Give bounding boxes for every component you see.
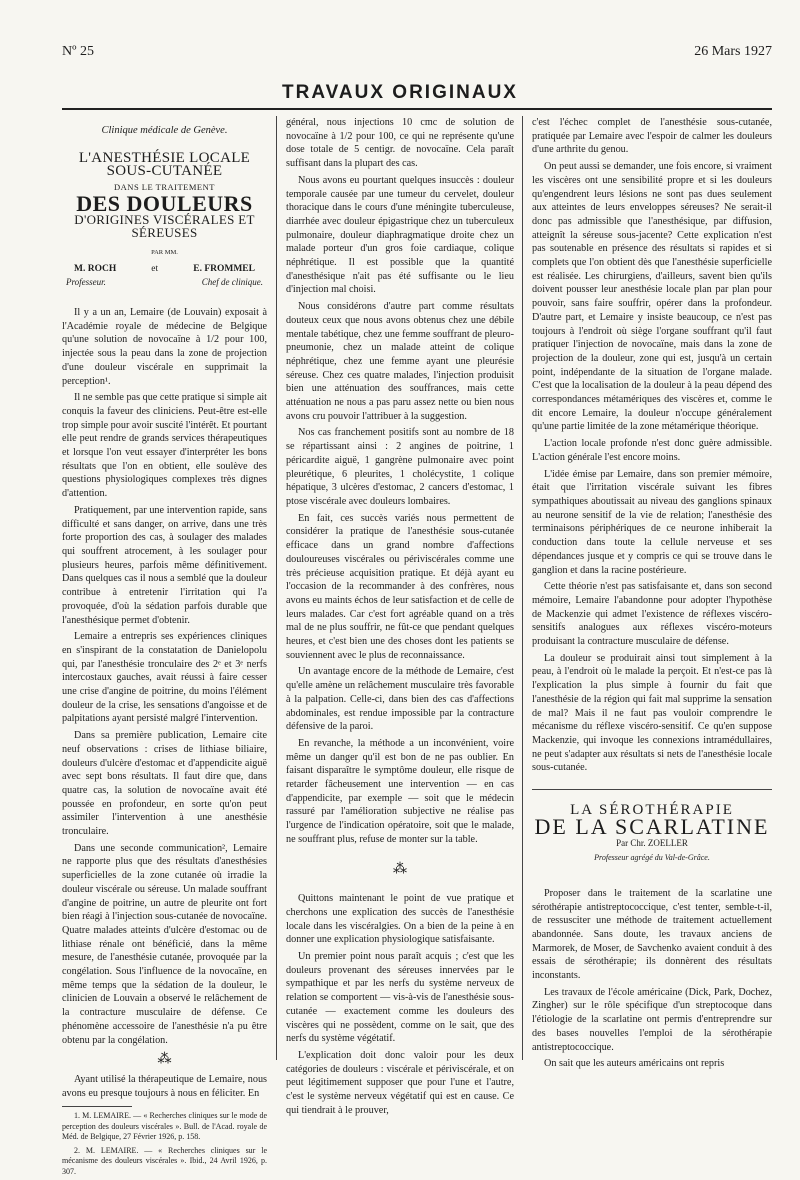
article2-author-role: Professeur agrégé du Val-de-Grâce.	[594, 853, 710, 863]
paragraph: Il ne semble pas que cette pratique si simple ait conquis la faveur des cliniciens. Peut-être est-elle trop simple pour avoir suscité l'intérêt. Et pourtant elle peut rendre de grands services thérapeutiques et lorsque l'on veut essayer d'interpréter les bons résultats que l'on en obtient, elle soulève des questions physiologiques complexes très dignes d'attention.	[62, 392, 267, 500]
footnote: 2. M. LEMAIRE. — « Recherches cliniques sur le mécanisme des douleurs viscérales ». Ibid., 24 Avril 1926, p. 307.	[62, 1145, 267, 1176]
paragraph: Pratiquement, par une intervention rapide, sans difficulté et sans danger, on arrive, dans une très forte proportion des cas, à soulager des malades qui souffrent atrocement, à les soulager pour plusieurs heures, parfois même définitivement. Dans quelques cas il nous a semblé que la douleur contribue à entretenir l'irritation qui l'a provoquée, d'où la sédation parfois durable que l'anesthésique permet d'obtenir.	[62, 504, 267, 626]
author-1: M. ROCH	[74, 263, 117, 274]
article2-author: Par Chr. ZOELLER	[616, 838, 688, 849]
paragraph: L'idée émise par Lemaire, dans son premier mémoire, était que l'irritation viscérale suivant les fibres sympathiques aboutissait au niveau des ganglions spinaux au neurone sensitif de la vie de relation; l'anesthésie des terminaisons périphériques de ce neurone inhiberait la conduction dans toute la cellule nerveuse et ses dépendances jusque et y compris ce qui se trouve dans le ganglion et dans la racine postérieure.	[532, 468, 772, 576]
column-1	[62, 124, 267, 1180]
paragraph: En revanche, la méthode a un inconvénient, voire même un danger qu'il est bon de ne pas oublier. En faisant disparaître le symptôme douleur, elle risque de retarder fâcheusement une intervention — en cas d'appendicite, par exemple — soit que le médecin rassuré par l'amélioration subjective ne réalise pas l'urgence de l'indication opératoire, soit que le malade, ne souffrant plus, refuse de monter sur la table.	[286, 737, 514, 845]
section-separator: ⁂	[157, 1052, 172, 1068]
paragraph: En fait, ces succès variés nous permettent de considérer la pratique de l'anesthésie sous-cutanée efficace dans un grand nombre d'affections douloureuses viscérales ou périviscérales comme une très précieuse acquisition pratique. Et déjà ayant eu l'occasion de la recommander à des confrères, nous avons eu maints échos de leur satisfaction et de celle de leurs malades. Car c'est fort agréable quand on a très mal de ne plus souffrir, ne fût-ce que pendant quelques heures, et c'est bien une des choses dont les patients se souviennent avec le plus de reconnaissance.	[286, 512, 514, 661]
section-title: TRAVAUX ORIGINAUX	[282, 82, 518, 103]
article2-title-line1: LA SÉROTHÉRAPIE	[570, 802, 734, 819]
paragraph: Ayant utilisé la thérapeutique de Lemaire, nous avons eu presque toujours à nous en féliciter. En	[62, 1074, 267, 1099]
paragraph: Nous considérons d'autre part comme résultats douteux ceux que nous avons obtenus chez une débile mentale tabétique, chez une femme souffrant de pleuro-pneumonie, chez un malade atteint de colique néphrétique, chez une femme ayant une pleurésie séreuse. Chez ces quatre malades, l'injection produisit bien une atténuation des souffrances, mais cette atténuation ne nous a pas paru assez nette ou bien nous avons cru pouvoir l'attribuer à la suggestion.	[286, 301, 514, 422]
authors	[62, 263, 267, 277]
paragraph: Nos cas franchement positifs sont au nombre de 18 se répartissant ainsi : 2 angines de poitrine, 1 péricardite aiguë, 1 gangrène pulmonaire avec point pleurétique, 6 pleurites, 1 cholécystite, 1 colique hépatique, 3 ulcères d'estomac, 2 cancers d'estomac, 1 ptose viscérale avec douleurs lombaires.	[286, 427, 514, 507]
column-3	[532, 116, 772, 1074]
issue-date: 26 Mars 1927	[694, 44, 772, 59]
paragraph: La douleur se produirait ainsi tout simplement à la peau, à l'endroit où le malade la perçoit. Et n'est-ce pas là l'explication la plus simple à fournir du fait que l'anesthésie de la région qui fait mal supprime la sensation de mal? Mais il ne faut pas vouloir comprendre le mécanisme du réflexe viscéro-sensitif. Ce qu'en suppose Mackenzie, qui invoque les connexions intramédullaires, ne peut s'adapter aux résultats si nets de l'anesthésie locale sous-cutanée.	[532, 652, 772, 774]
paragraph: Nous avons eu pourtant quelques insuccès : douleur temporale causée par une tumeur du cervelet, douleur thoracique dans le cours d'une méningite tuberculeuse, diarrhée avec douleur épigastrique chez un tuberculeux pulmonaire, douleur diaphragmatique droite chez un malade porteur d'un gros foie cardiaque, colique néphrétique. Il est possible que la quantité d'anesthésique n'ait pas été suffisante ou le lieu d'injection mal choisi.	[286, 174, 514, 296]
paragraph: Quittons maintenant le point de vue pratique et cherchons une explication des succès de l'anesthésie locale dans les viscéralgies. On a bien de la peine à en donner une explication physiologique satisfaisante.	[286, 893, 514, 946]
footnote-rule	[62, 1106, 132, 1107]
paragraph: général, nous injections 10 cmc de solution de novocaïne à 1/2 pour 100, ce qui ne représente qu'une dose totale de 5 centigr. de novocaïne. Cela paraît suffisant dans la plupart des cas.	[286, 117, 514, 170]
header-rule	[62, 108, 772, 110]
paragraph: On peut aussi se demander, une fois encore, si vraiment les viscères ont une sensibilité propre et si les douleurs qu'engendrent leurs lésions ne sont pas dues seulement aux atteintes de leurs enveloppes séreuses? Ne serait-il donc pas admissible que l'anesthésique, par diffusion, atteignît la séreuse sous-jacente? Cette explication n'est pas soutenable en présence des résultats si rapides et si complets que l'on obtient dès que l'anesthésie superficielle est réalisée. Les chirurgiens, d'ailleurs, savent bien qu'ils doivent pousser leur anesthésie locale plan par plan pour pouvoir, sans faire souffrir, opérer dans la profondeur. D'autre part, et Lemaire y insiste beaucoup, ce n'est pas toujours à l'endroit où siège l'organe souffrant qu'il faut pratiquer l'injection de novocaïne, mais dans la zone de projection de la douleur, zone qui est, jusqu'à un certain point, indépendante de la situation de l'organe malade. C'est que la localisation de la douleur à la peau dépend des correspondances métamériques des viscères et, comme le dit encore Lemaire, la douleur n'occupe généralement qu'une partie limitée de la zone métamérique théorique.	[532, 161, 772, 433]
paragraph: Cette théorie n'est pas satisfaisante et, dans son second mémoire, Lemaire l'abandonne pour adopter l'hypothèse de Mackenzie qui admet l'existence de réflexes viscéro-sensitifs analogues aux réflexes viscéro-moteurs produisant la contracture musculaire de défense.	[532, 581, 772, 648]
paragraph: On sait que les auteurs américains ont repris	[544, 1058, 725, 1070]
article-title-line3: DES DOULEURS	[76, 190, 253, 216]
author-1-role: Professeur.	[66, 277, 106, 288]
column-2	[286, 116, 514, 1121]
paragraph: Un premier point nous paraît acquis ; c'est que les douleurs provenant des séreuses innervées par le sympathique et par les nerfs du système nerveux de relation se comportent — vis-à-vis de l'anesthésie sous-cutanée — exactement comme les douleurs des viscères qui ne possèdent, comme on le sait, que des nerfs du système végétatif.	[286, 951, 514, 1045]
article-title-line1: L'ANESTHÉSIE LOCALE SOUS-CUTANÉE	[78, 149, 251, 180]
paragraph: Lemaire a entrepris ses expériences cliniques en s'inspirant de la constatation de Danielopolu qui, par l'anesthésie tronculaire des 2ᵉ et 3ᵉ nerfs intercostaux gauches, avait réussi à faire cesser une crise d'angine de poitrine, du moins l'élément douleur de la crise, les sensations d'angoisse et de palpitations ayant persisté malgré l'intervention.	[62, 631, 267, 725]
article-title-line2: DANS LE TRAITEMENT	[114, 182, 215, 193]
footnote: 1. M. LEMAIRE. — « Recherches cliniques sur le mode de perception des douleurs viscérales ». Bull. de l'Acad. royale de Méd. de Belgique, 27 Février 1926, p. 158.	[62, 1111, 267, 1142]
paragraph: Proposer dans le traitement de la scarlatine une sérothérapie antistreptococcique, c'est tenter, semble-t-il, de ressusciter une méthode de traitement actuellement abandonnée. Sans doute, les travaux anciens de Marmorek, de Moser, de Savchenko avaient conduit à des essais de sérothérapie; ils donnèrent des résultats inconstants.	[532, 887, 772, 982]
clinic-name: Clinique médicale de Genève.	[101, 125, 228, 136]
column-divider	[522, 116, 523, 1060]
column-divider	[276, 116, 277, 1060]
section-separator: ⁂	[393, 861, 407, 877]
author-2: E. FROMMEL	[193, 263, 255, 274]
paragraph: c'est l'échec complet de l'anesthésie sous-cutanée, pratiquée par Lemaire avec l'espoir de calmer les douleurs d'une arthrite du genou.	[532, 117, 772, 156]
paragraph: Dans une seconde communication², Lemaire ne rapporte plus que des résultats d'anesthésies superficielles de la zone cutanée où irradie la douleur viscérale ou séreuse. Un malade souffrant d'angine de poitrine, un autre de pleurite ont fort bien réagi à l'injection sous-cutanée de novocaïne. Quatre malades atteints d'ulcère d'estomac ou de lithiase rénale ont bénéficié, dans la même mesure, de l'anesthésie cutanée, provoquée par la congélation. Sous l'influence de la novocaïne, en même temps que la sédation de la douleur, le clinicien de Louvain a observé le relâchement de la contracture musculaire de défense. Ce phénomène accessoire de l'anesthésie n'a pu être obtenu par la congélation.	[62, 842, 267, 1046]
article-title-line4: D'ORIGINES VISCÉRALES ET SÉREUSES	[74, 211, 255, 241]
byline-prefix: PAR MM.	[151, 248, 178, 256]
author-and: et	[151, 263, 159, 274]
paragraph: L'explication doit donc valoir pour les deux catégories de douleurs : viscérale et périviscérale, et on peut légitimement supposer que pour l'une et l'autre, c'est le système nerveux végétatif qui est en cause. Ce qui tiendrait à le prouver,	[286, 1050, 514, 1116]
author-2-role: Chef de clinique.	[201, 277, 263, 288]
paragraph: Dans sa première publication, Lemaire cite neuf observations : crises de lithiase biliaire, douleurs d'ulcère d'estomac et d'appendicite aiguë avec sept bons résultats. Il faut dire que, dans quatre cas, la solution de novocaïne avait été poussée en profondeur, en sorte qu'on peut assimiler l'intervention à une anesthésie tronculaire.	[62, 730, 267, 838]
article-2	[532, 789, 772, 1071]
issue-number: Nº 25	[62, 44, 94, 59]
paragraph: Un avantage encore de la méthode de Lemaire, c'est qu'elle amène un relâchement musculaire très favorable à la palpation. Celle-ci, dans bien des cas d'affections abdominales, est rendue impossible par la contracture défensive de la paroi.	[286, 666, 514, 733]
paragraph: L'action locale profonde n'est donc guère admissible. L'action générale l'est encore moins.	[532, 438, 772, 463]
article2-title-line2: DE LA SCARLATINE	[534, 813, 770, 839]
author-roles	[62, 276, 267, 290]
paragraph: Les travaux de l'école américaine (Dick, Park, Dochez, Zingher) sur le rôle spécifique d'un streptocoque dans l'étiologie de la scarlatine ont permis d'entreprendre sur des bases nouvelles l'emploi de la sérothérapie antistreptococcique.	[532, 986, 772, 1053]
paragraph: Il y a un an, Lemaire (de Louvain) exposait à l'Académie royale de médecine de Belgique qu'une solution de novocaïne à 1/2 pour 100, injectée sous la peau dans la zone de projection d'une douleur viscérale en supprimait la perception¹.	[62, 307, 267, 387]
